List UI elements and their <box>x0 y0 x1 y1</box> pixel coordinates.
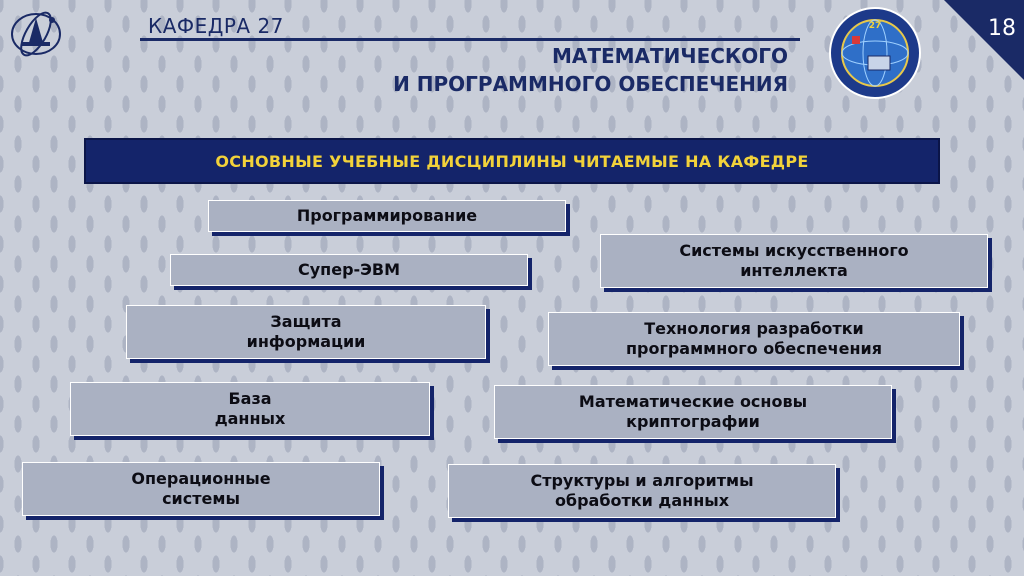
discipline-label: Системы искусственного интеллекта <box>679 241 909 280</box>
discipline-label: Операционные системы <box>131 469 271 508</box>
discipline-label: Супер-ЭВМ <box>297 260 401 279</box>
section-banner: ОСНОВНЫЕ УЧЕБНЫЕ ДИСЦИПЛИНЫ ЧИТАЕМЫЕ НА КАФЕДРЕ <box>84 138 940 184</box>
discipline-software-engineering <box>548 312 960 366</box>
discipline-cryptography <box>494 385 892 439</box>
discipline-artificial-intelligence <box>600 234 988 288</box>
discipline-supercomputers <box>170 254 528 286</box>
discipline-label: Структуры и алгоритмы обработки данных <box>530 471 754 510</box>
page-title-line1: МАТЕМАТИЧЕСКОГО <box>551 44 788 68</box>
academy-logo-icon <box>8 6 64 62</box>
discipline-programming <box>208 200 566 232</box>
discipline-label: Технология разработки программного обеспечения <box>625 319 882 358</box>
header-divider <box>140 38 800 41</box>
discipline-information-security <box>126 305 486 359</box>
discipline-label: Математические основы криптографии <box>578 392 808 431</box>
discipline-database <box>70 382 430 436</box>
discipline-label: Защита информации <box>246 312 366 351</box>
discipline-label: База данных <box>214 389 286 428</box>
page-number: 18 <box>988 16 1016 41</box>
discipline-data-structures <box>448 464 836 518</box>
department-label: КАФЕДРА 27 <box>148 14 284 38</box>
emblem-number: 27 <box>868 21 882 31</box>
discipline-operating-systems <box>22 462 380 516</box>
page-title-line2: И ПРОГРАММНОГО ОБЕСПЕЧЕНИЯ <box>393 72 788 96</box>
discipline-label: Программирование <box>296 206 478 225</box>
department-emblem-icon <box>828 6 922 100</box>
